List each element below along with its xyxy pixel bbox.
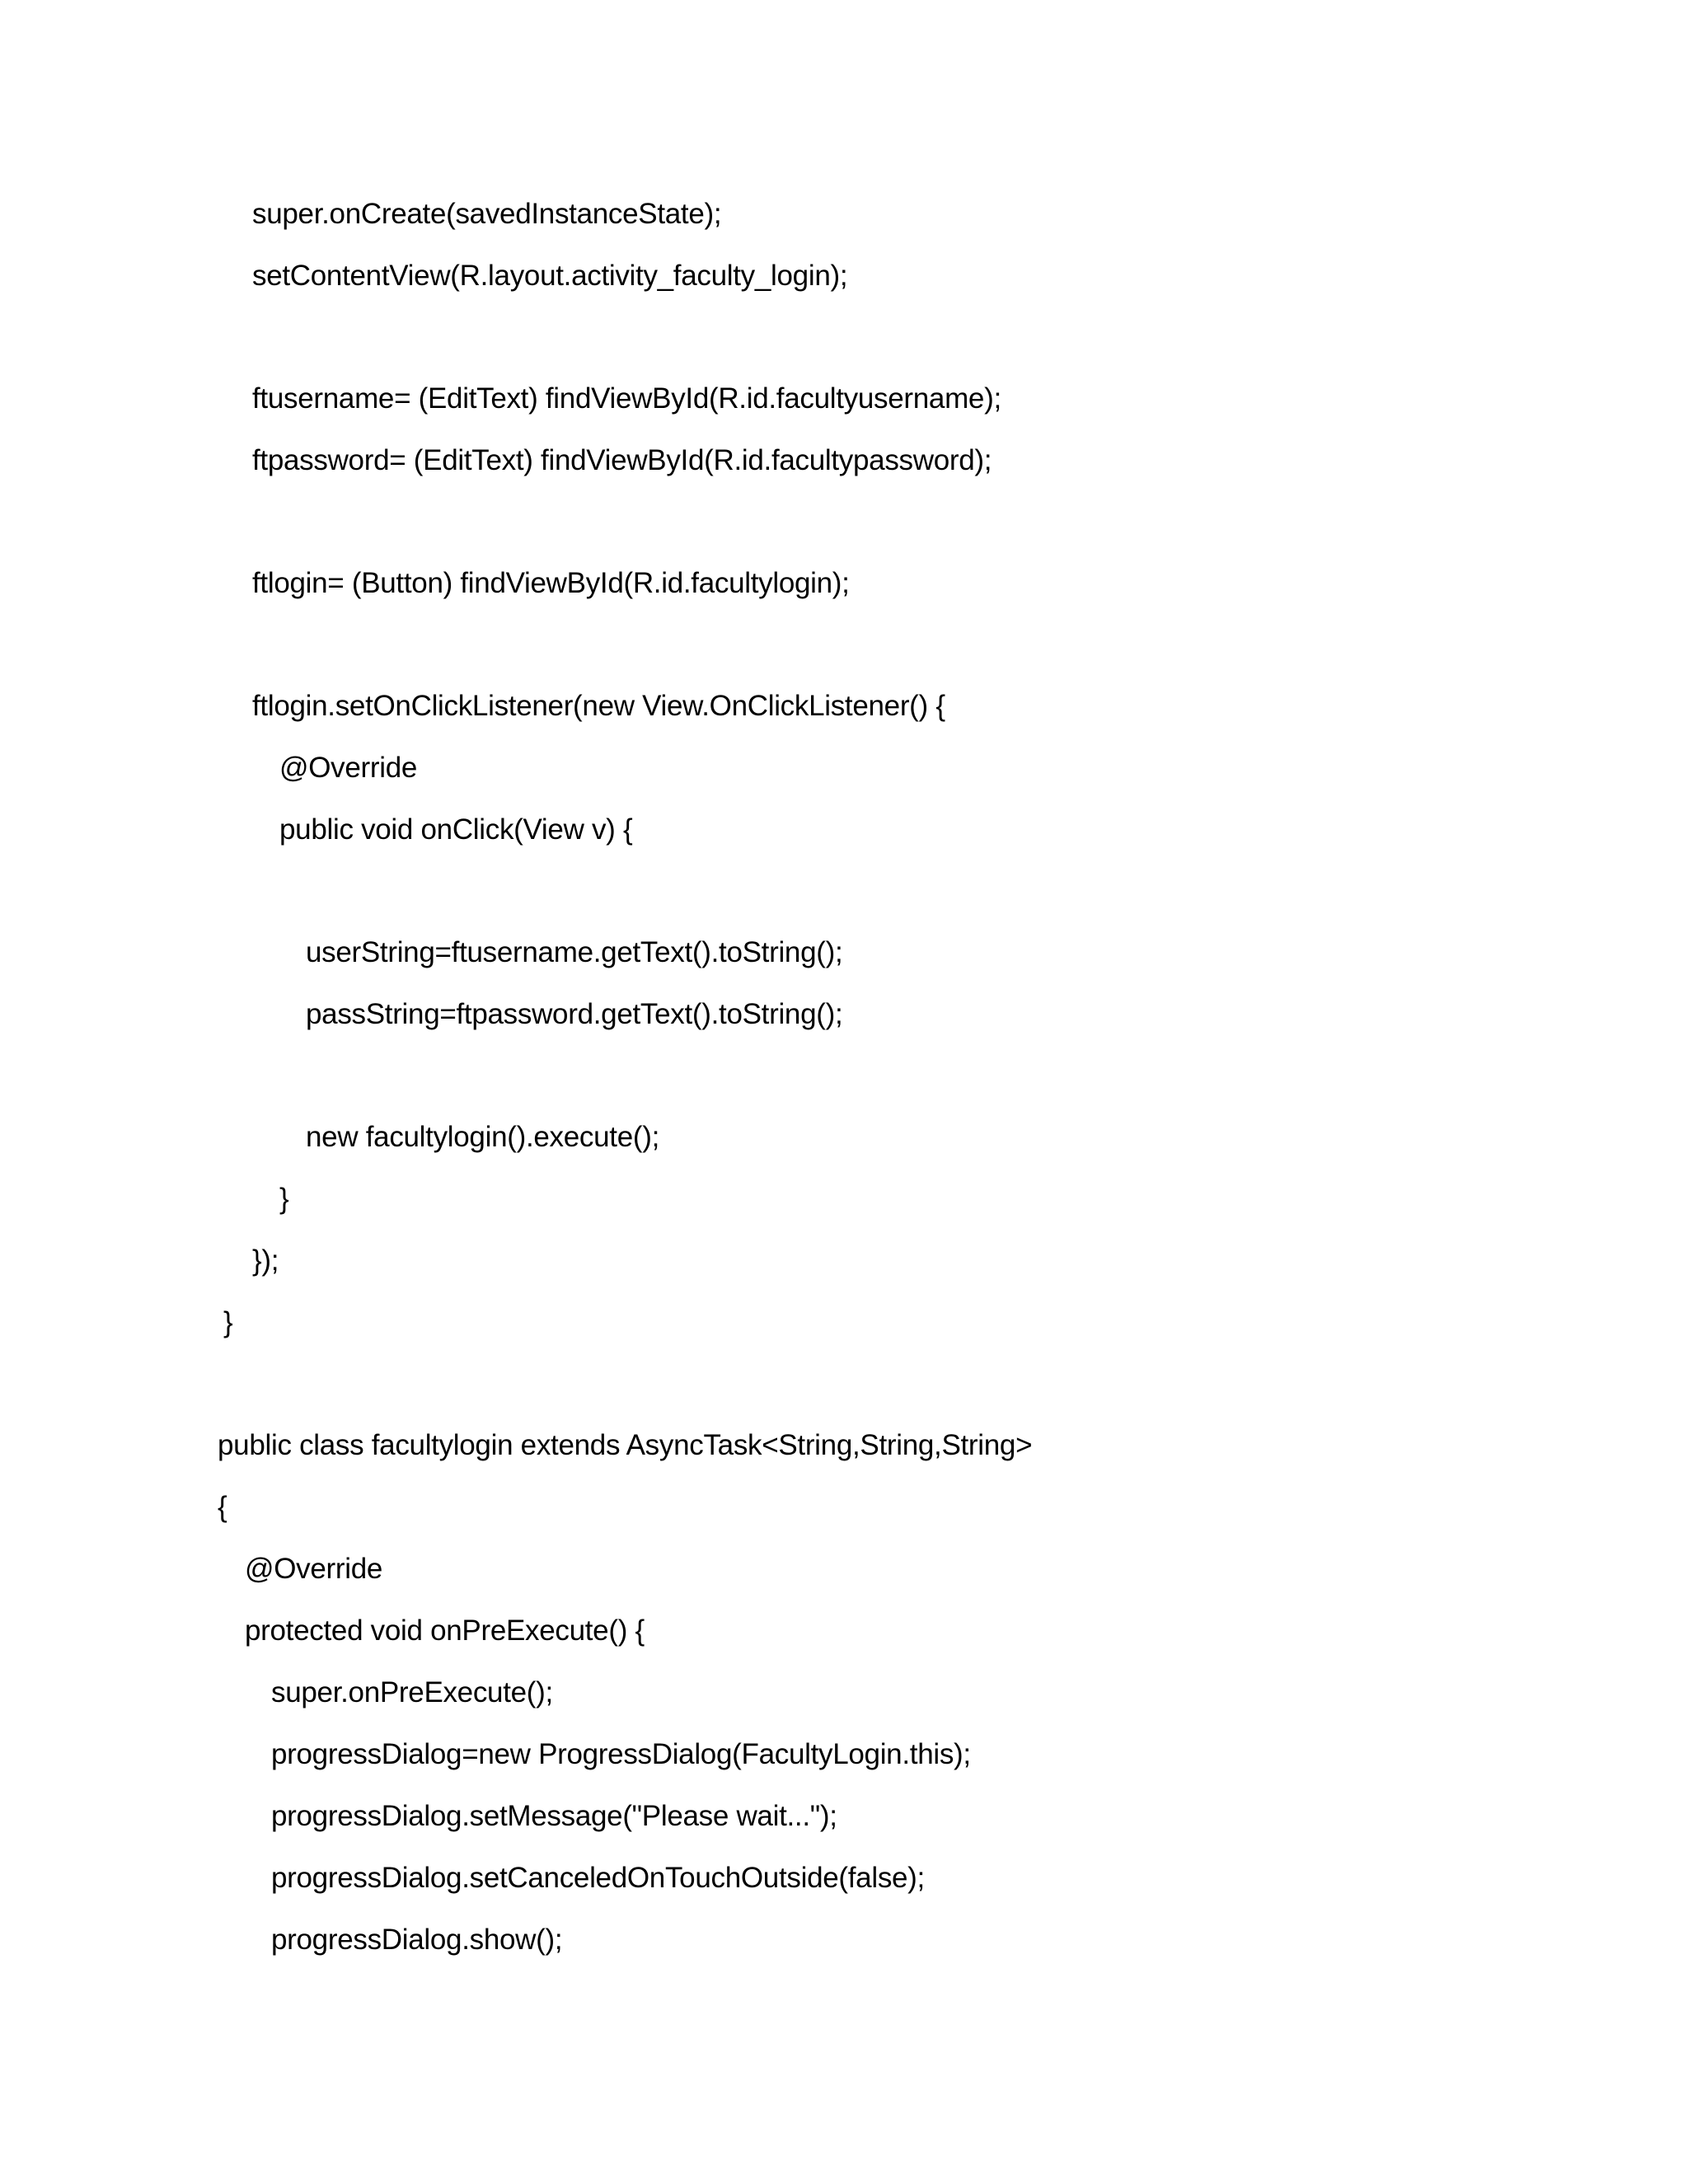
code-line: ftlogin.setOnClickListener(new View.OnClickListener() { <box>252 690 945 722</box>
code-line: passString=ftpassword.getText().toString(); <box>306 998 843 1030</box>
code-line: super.onPreExecute(); <box>271 1676 553 1708</box>
code-line: super.onCreate(savedInstanceState); <box>252 198 722 230</box>
code-line: protected void onPreExecute() { <box>245 1615 645 1647</box>
code-line: @Override <box>279 752 418 784</box>
code-line: public class facultylogin extends AsyncTask<String,String,String> <box>218 1429 1033 1461</box>
code-line: progressDialog.show(); <box>271 1924 563 1956</box>
code-line: } <box>223 1306 233 1338</box>
code-line: progressDialog=new ProgressDialog(FacultyLogin.this); <box>271 1738 971 1770</box>
code-line: progressDialog.setCanceledOnTouchOutside(false); <box>271 1862 925 1894</box>
code-line: new facultylogin().execute(); <box>306 1121 659 1153</box>
code-line: setContentView(R.layout.activity_faculty_login); <box>252 260 848 292</box>
code-line: progressDialog.setMessage("Please wait..."); <box>271 1800 837 1832</box>
code-line: userString=ftusername.getText().toString(); <box>306 936 843 968</box>
code-line: ftlogin= (Button) findViewById(R.id.facultylogin); <box>252 567 850 599</box>
code-line: ftpassword= (EditText) findViewById(R.id.facultypassword); <box>252 444 992 476</box>
code-line: }); <box>252 1244 279 1277</box>
code-line: { <box>218 1491 227 1523</box>
code-line: ftusername= (EditText) findViewById(R.id.facultyusername); <box>252 382 1001 415</box>
code-line: } <box>279 1183 289 1215</box>
code-line: public void onClick(View v) { <box>279 813 633 846</box>
code-line: @Override <box>245 1553 383 1585</box>
